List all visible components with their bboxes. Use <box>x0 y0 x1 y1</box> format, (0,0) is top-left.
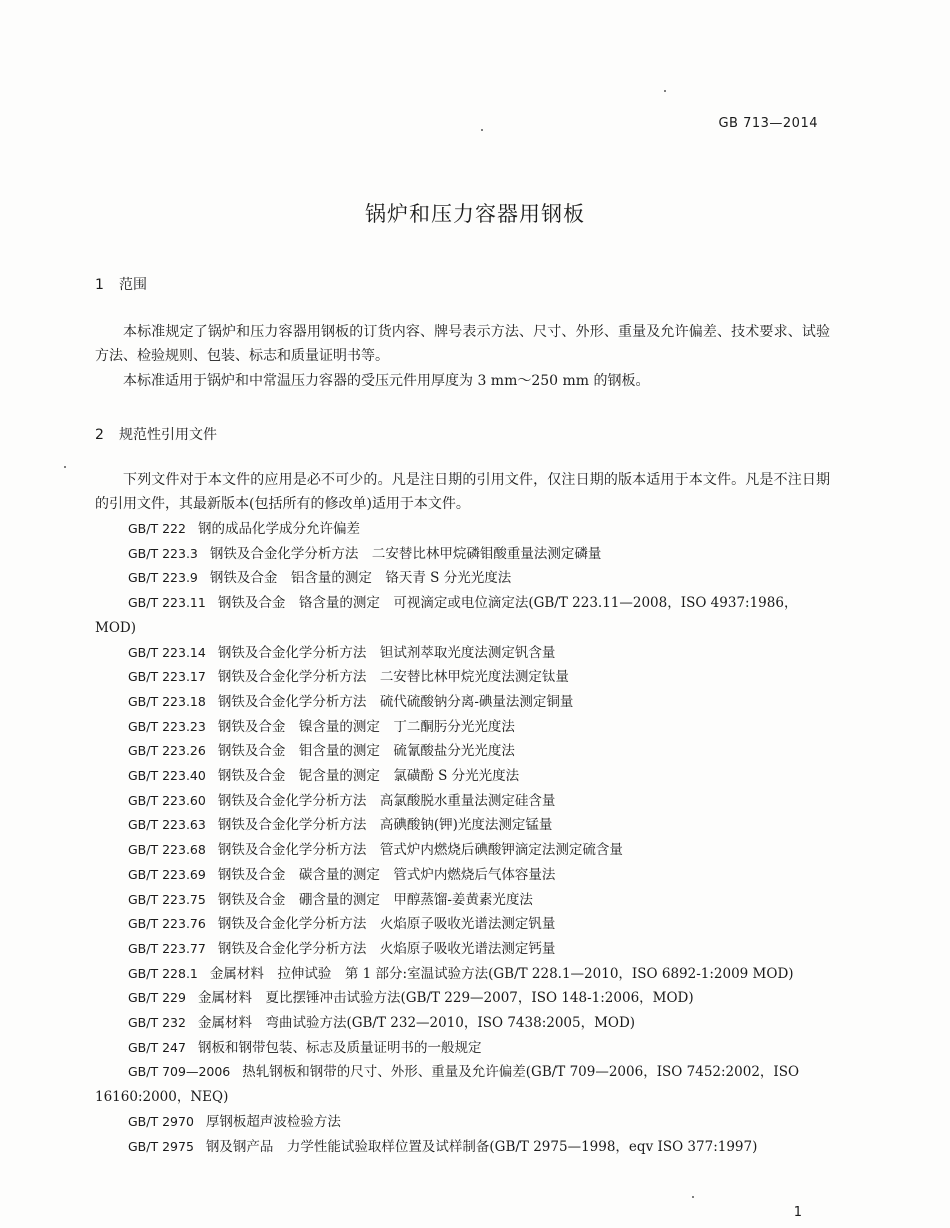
reference-title: 钢铁及合金化学分析方法 二安替比林甲烷光度法测定钛量 <box>217 669 569 686</box>
reference-code: GB/T 228.1 <box>128 965 198 981</box>
reference-code: GB/T 223.17 <box>128 669 206 685</box>
reference-code: GB/T 223.26 <box>128 743 206 759</box>
reference-title: 钢及钢产品 力学性能试验取样位置及试样制备(GB/T 2975—1998，eqv ISO 377:1997) <box>205 1138 758 1155</box>
reference-item <box>95 715 830 740</box>
reference-item <box>95 591 830 640</box>
reference-item <box>95 1110 830 1135</box>
reference-item <box>95 690 830 715</box>
reference-item <box>95 838 830 863</box>
reference-code: GB/T 223.14 <box>128 644 206 660</box>
reference-code: GB/T 223.75 <box>128 891 206 907</box>
reference-item <box>95 665 830 690</box>
reference-item <box>95 813 830 838</box>
reference-code: GB/T 247 <box>128 1039 186 1055</box>
references-intro-paragraph: 下列文件对于本文件的应用是必不可少的。凡是注日期的引用文件，仅注日期的版本适用于本文件。凡是不注日期的引用文件，其最新版本(包括所有的修改单)适用于本文件。 <box>95 472 830 512</box>
scan-speck <box>64 466 66 468</box>
reference-code: GB/T 222 <box>128 521 186 536</box>
scan-speck <box>481 129 483 131</box>
reference-code: GB/T 223.63 <box>128 817 206 833</box>
reference-title: 钢铁及合金化学分析方法 火焰原子吸收光谱法测定钒量 <box>217 916 556 933</box>
reference-code: GB/T 223.77 <box>128 940 206 956</box>
reference-code: GB/T 709—2006 <box>128 1064 231 1080</box>
reference-item <box>95 937 830 962</box>
reference-item <box>95 764 830 789</box>
reference-title: 钢铁及合金化学分析方法 管式炉内燃烧后碘酸钾滴定法测定硫含量 <box>217 842 623 859</box>
reference-title: 钢板和钢带包装、标志及质量证明书的一般规定 <box>197 1039 482 1056</box>
reference-code: GB/T 223.76 <box>128 916 206 932</box>
reference-item <box>95 739 830 764</box>
reference-title: 金属材料 拉伸试验 第 1 部分:室温试验方法(GB/T 228.1—2010，ISO 6892-1:2009 MOD) <box>209 965 794 982</box>
section-number: 2 <box>95 427 104 443</box>
reference-item <box>95 962 830 987</box>
reference-title: 钢铁及合金 铝含量的测定 铬天青 S 分光光度法 <box>209 570 512 587</box>
reference-item <box>95 1011 830 1036</box>
reference-title: 钢铁及合金 铌含量的测定 氯磺酚 S 分光光度法 <box>217 768 520 785</box>
reference-title: 钢铁及合金化学分析方法 高氯酸脱水重量法测定硅含量 <box>217 792 556 809</box>
section-title: 规范性引用文件 <box>119 427 217 443</box>
reference-item <box>95 641 830 666</box>
section-heading-scope <box>95 274 147 294</box>
reference-title: 钢铁及合金 钼含量的测定 硫氰酸盐分光光度法 <box>217 743 515 760</box>
reference-item <box>95 986 830 1011</box>
reference-title: 钢铁及合金化学分析方法 二安替比林甲烷磷钼酸重量法测定磷量 <box>209 545 602 562</box>
page-number: 1 <box>793 1205 802 1220</box>
reference-code: GB/T 223.9 <box>128 570 198 586</box>
reference-code: GB/T 223.69 <box>128 866 206 882</box>
reference-title: 钢铁及合金化学分析方法 火焰原子吸收光谱法测定钙量 <box>217 940 556 957</box>
section-number: 1 <box>95 277 104 293</box>
reference-code: GB/T 2975 <box>128 1138 194 1154</box>
reference-item <box>95 566 830 591</box>
reference-item <box>95 912 830 937</box>
reference-code: GB/T 229 <box>128 990 186 1006</box>
reference-title: 厚钢板超声波检验方法 <box>205 1113 341 1130</box>
scope-paragraph-1: 本标准规定了锅炉和压力容器用钢板的订货内容、牌号表示方法、尺寸、外形、重量及允许偏差、技术要求、试验方法、检验规则、包装、标志和质量证明书等。 <box>95 324 830 364</box>
reference-title: 钢的成品化学成分允许偏差 <box>197 521 360 537</box>
standard-number: GB 713—2014 <box>718 116 818 131</box>
section-heading-normative-references <box>95 424 217 444</box>
reference-code: GB/T 2970 <box>128 1113 194 1129</box>
reference-item <box>95 1036 830 1061</box>
reference-code: GB/T 223.40 <box>128 768 206 784</box>
reference-title: 金属材料 夏比摆锤冲击试验方法(GB/T 229—2007，ISO 148-1:2006，MOD) <box>197 990 694 1007</box>
reference-title: 钢铁及合金化学分析方法 钽试剂萃取光度法测定钒含量 <box>217 644 556 661</box>
reference-title: 钢铁及合金化学分析方法 高碘酸钠(钾)光度法测定锰量 <box>217 817 553 834</box>
reference-code: GB/T 232 <box>128 1015 186 1031</box>
reference-title: 钢铁及合金化学分析方法 硫代硫酸钠分离-碘量法测定铜量 <box>217 693 574 710</box>
reference-code: GB/T 223.23 <box>128 718 206 734</box>
reference-code: GB/T 223.18 <box>128 693 206 709</box>
reference-code: GB/T 223.3 <box>128 545 198 561</box>
section-title: 范围 <box>119 277 147 293</box>
reference-item <box>95 789 830 814</box>
scan-speck <box>692 1196 694 1198</box>
scan-speck <box>664 90 666 92</box>
reference-title: 钢铁及合金 铬含量的测定 可视滴定或电位滴定法(GB/T 223.11—2008，ISO 4937:1986，MOD) <box>95 595 798 636</box>
reference-list <box>95 517 830 1159</box>
reference-code: GB/T 223.60 <box>128 792 206 808</box>
reference-item <box>95 542 830 567</box>
reference-title: 钢铁及合金 硼含量的测定 甲醇蒸馏-姜黄素光度法 <box>217 891 533 908</box>
reference-title: 钢铁及合金 镍含量的测定 丁二酮肟分光光度法 <box>217 718 515 735</box>
reference-code: GB/T 223.68 <box>128 842 206 858</box>
reference-code: GB/T 223.11 <box>128 595 206 611</box>
reference-item <box>95 1135 830 1160</box>
reference-title: 钢铁及合金 碳含量的测定 管式炉内燃烧后气体容量法 <box>217 866 556 883</box>
reference-item <box>95 517 830 542</box>
reference-title: 热轧钢板和钢带的尺寸、外形、重量及允许偏差(GB/T 709—2006，ISO 7452:2002，ISO 16160:2000，NEQ) <box>95 1064 800 1106</box>
reference-item <box>95 1060 830 1109</box>
reference-title: 金属材料 弯曲试验方法(GB/T 232—2010，ISO 7438:2005，MOD) <box>197 1015 636 1032</box>
scope-paragraph-2: 本标准适用于锅炉和中常温压力容器的受压元件用厚度为 3 mm～250 mm 的钢板。 <box>123 373 650 389</box>
reference-item <box>95 888 830 913</box>
reference-item <box>95 863 830 888</box>
document-title: 锅炉和压力容器用钢板 <box>365 202 585 226</box>
